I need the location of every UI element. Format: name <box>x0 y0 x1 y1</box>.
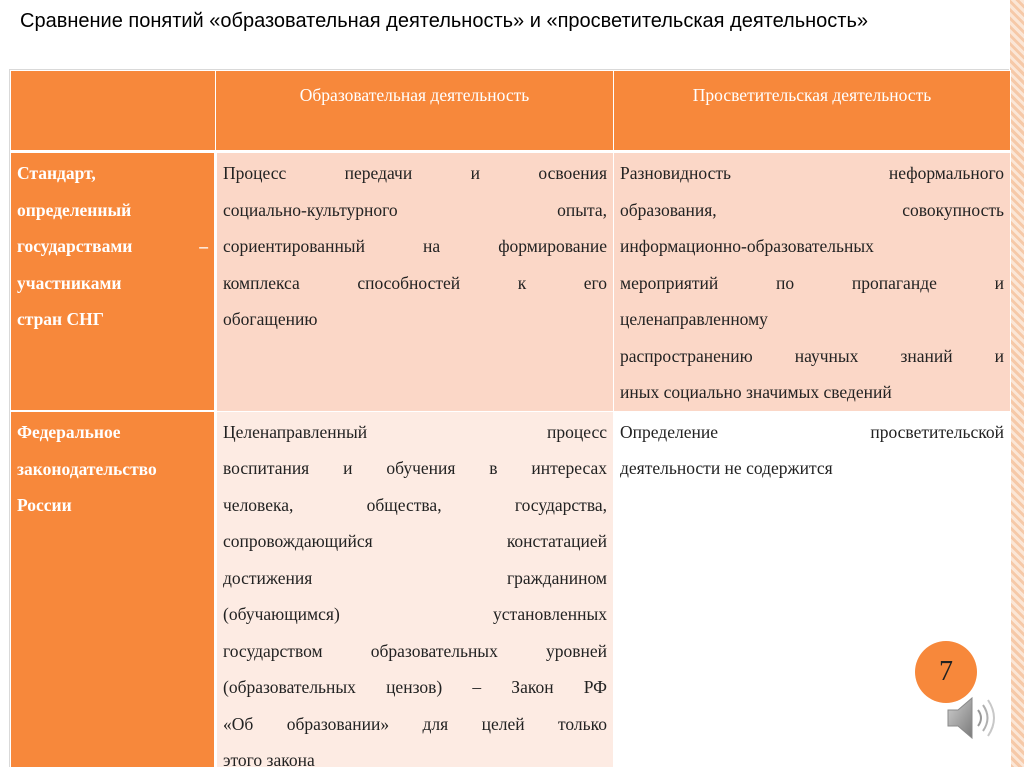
comparison-table <box>9 69 1009 767</box>
slide-title: Сравнение понятий «образовательная деятельность» и «просветительская деятельность» <box>20 10 868 32</box>
page-number: 7 <box>939 656 953 687</box>
row-label-federal-law: Федеральное законодательство России <box>11 411 216 767</box>
cell-enlightenment-federal: Определение просветительской деятельности не содержится <box>614 411 1011 767</box>
speaker-icon[interactable] <box>940 690 1004 746</box>
header-corner-cell <box>11 71 216 152</box>
cell-enlightenment-cis: Разновидность неформального образования, совокупность информационно-образовательных мероприятий по пропаганде и целенаправленному распространению научных знаний и иных социально значимых сведений <box>614 152 1011 412</box>
cell-educational-cis: Процесс передачи и освоения социально-культурного опыта, сориентированный на формирование комплекса способностей к его обогащению <box>216 152 614 412</box>
table-row <box>11 152 1011 412</box>
table-header-row <box>11 71 1011 152</box>
table-row <box>11 411 1011 767</box>
header-enlightenment: Просветительская деятельность <box>614 71 1011 152</box>
row-label-cis-standard: Стандарт, определенный государствами – участниками стран СНГ <box>11 152 216 412</box>
cell-educational-federal: Целенаправленный процесс воспитания и обучения в интересах человека, общества, государства, сопровождающийся констатацией достижения гражданином (обучающимся) установленных государством образовательных уровней (образовательных цензов) – Закон РФ «Об образовании» для целей только этого закона <box>216 411 614 767</box>
header-educational: Образовательная деятельность <box>216 71 614 152</box>
decorative-border <box>1010 0 1024 767</box>
